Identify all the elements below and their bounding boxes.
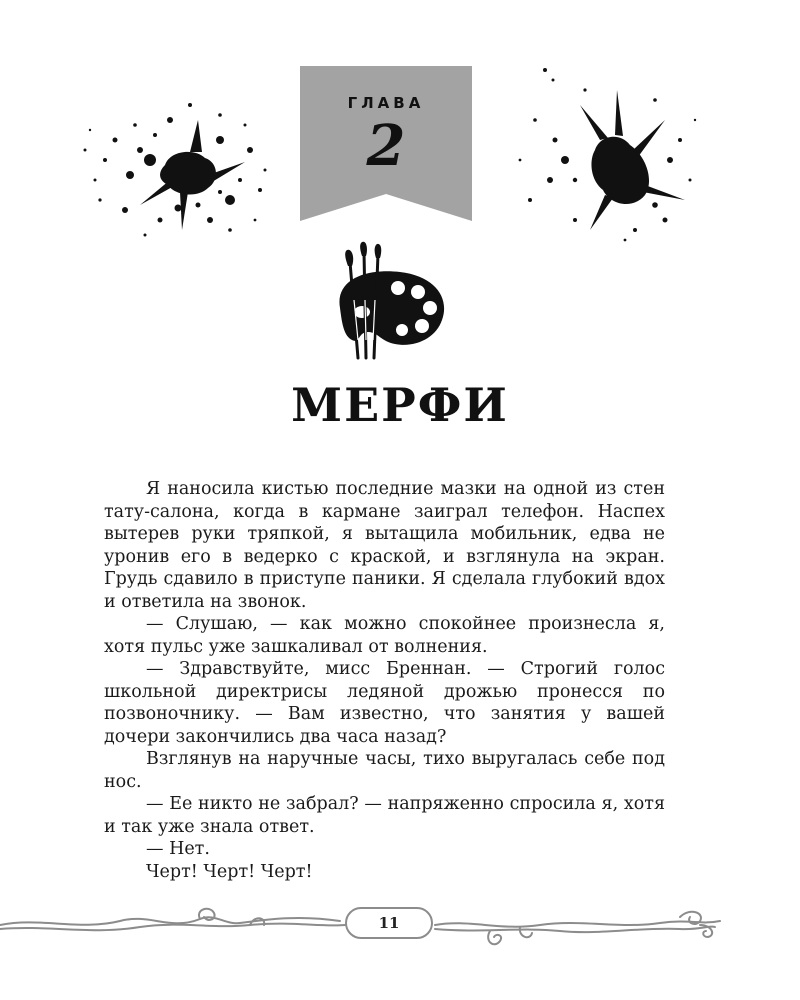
paragraph: — Ее никто не забрал? — напряженно спросила я, хотя и так уже знала ответ.: [104, 794, 665, 837]
paragraph: Я наносила кистью последние мазки на одной из стен тату-салона, когда в кармане заиграл телефон. Наспех вытерев руки тряпкой, я вытащила мобильник, едва не уронив его в ведерко с краской, и взглянула на экран. Грудь сдавило в приступе паники. Я сделала глубокий вдох и ответила на звонок.: [104, 479, 665, 612]
chapter-banner: [300, 66, 472, 221]
paragraph: — Здравствуйте, мисс Бреннан. — Строгий голос школьной директрисы ледяной дрожью пронесся по позвоночнику. — Вам известно, что занятия у вашей дочери закончились два часа назад?: [104, 659, 665, 747]
paint-palette-icon: [330, 240, 455, 365]
page-number: 11: [378, 914, 400, 932]
paragraph: — Нет.: [146, 839, 210, 859]
chapter-label: ГЛАВА: [347, 94, 425, 112]
paragraph: Черт! Черт! Черт!: [146, 861, 313, 882]
paragraph: — Слушаю, — как можно спокойнее произнесла я, хотя пульс уже зашкаливал от волнения.: [104, 614, 665, 657]
chapter-body: [104, 478, 665, 883]
chapter-number: 2: [366, 113, 406, 179]
ink-splatter-left-icon: [70, 80, 280, 250]
ink-splatter-right-icon: [505, 60, 705, 250]
chapter-title: МЕРФИ: [291, 378, 509, 432]
paragraph: Взглянув на наручные часы, тихо выругалась себе под нос.: [104, 749, 665, 792]
